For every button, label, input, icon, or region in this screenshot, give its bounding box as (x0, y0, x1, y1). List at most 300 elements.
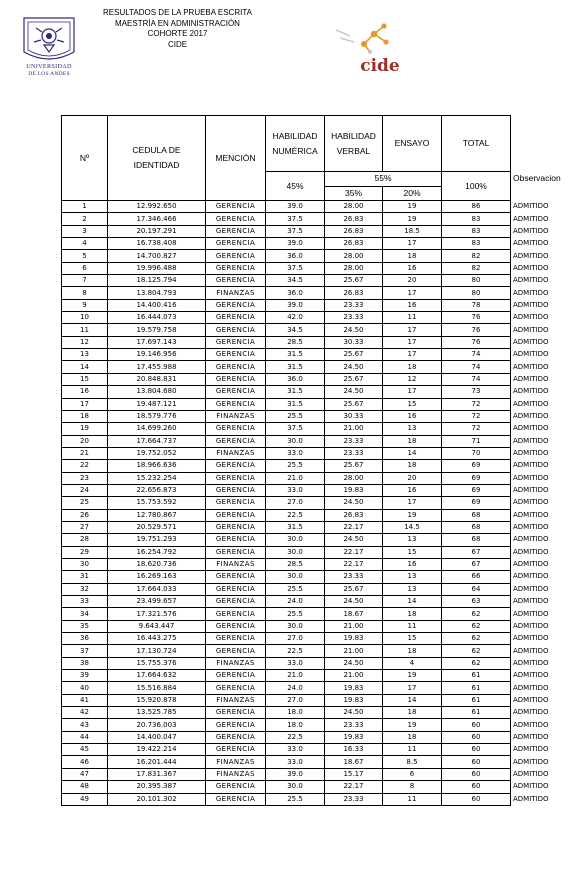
total-cell: 66 (442, 571, 511, 583)
mencion-cell: GERENCIA (206, 596, 266, 608)
observacion-cell: ADMITIDO (513, 436, 549, 445)
row-number: 20 (62, 435, 108, 447)
row-number: 5 (62, 250, 108, 262)
cedula-cell: 15.753.592 (108, 497, 206, 509)
mencion-cell: GERENCIA (206, 213, 266, 225)
mencion-cell: FINANZAS (206, 410, 266, 422)
numerica-cell: 31.5 (266, 521, 325, 533)
verbal-cell: 23.33 (325, 435, 383, 447)
observacion-cell: ADMITIDO (513, 313, 549, 322)
ensayo-cell: 17 (383, 497, 442, 509)
total-cell: 62 (442, 657, 511, 669)
cedula-cell: 17.664.632 (108, 670, 206, 682)
verbal-cell: 23.33 (325, 793, 383, 805)
table-row (62, 756, 581, 768)
numerica-cell: 25.5 (266, 410, 325, 422)
verbal-cell: 16.33 (325, 744, 383, 756)
numerica-cell: 25.5 (266, 793, 325, 805)
mencion-cell: GERENCIA (206, 645, 266, 657)
observacion-cell: ADMITIDO (513, 695, 549, 704)
total-cell: 83 (442, 213, 511, 225)
ensayo-cell: 13 (383, 571, 442, 583)
cedula-cell: 13.804.680 (108, 386, 206, 398)
mencion-cell: FINANZAS (206, 558, 266, 570)
ensayo-cell: 20 (383, 275, 442, 287)
numerica-cell: 22.5 (266, 509, 325, 521)
row-number: 18 (62, 410, 108, 422)
verbal-cell: 21.00 (325, 670, 383, 682)
observacion-cell: ADMITIDO (513, 300, 549, 309)
cide-wordmark: cide (360, 56, 400, 74)
cedula-cell: 15.516.884 (108, 682, 206, 694)
total-cell: 82 (442, 262, 511, 274)
mencion-cell: GERENCIA (206, 744, 266, 756)
svg-text:UNIVERSIDAD: UNIVERSIDAD (26, 63, 72, 70)
numerica-cell: 21.0 (266, 472, 325, 484)
row-number: 33 (62, 596, 108, 608)
total-cell: 61 (442, 694, 511, 706)
mencion-cell: GERENCIA (206, 583, 266, 595)
row-number: 37 (62, 645, 108, 657)
observacion-cell: ADMITIDO (513, 634, 549, 643)
row-number: 17 (62, 398, 108, 410)
col-header-numerica-label: HABILIDAD NUMÉRICA (272, 130, 318, 156)
mencion-cell: GERENCIA (206, 571, 266, 583)
mencion-cell: GERENCIA (206, 534, 266, 546)
numerica-cell: 33.0 (266, 756, 325, 768)
observacion-cell: ADMITIDO (513, 276, 549, 285)
table-row (62, 534, 581, 546)
table-row (62, 521, 581, 533)
table-row (62, 682, 581, 694)
numerica-cell: 30.0 (266, 435, 325, 447)
mencion-cell: GERENCIA (206, 781, 266, 793)
total-cell: 62 (442, 645, 511, 657)
numerica-cell: 27.0 (266, 694, 325, 706)
numerica-cell: 33.0 (266, 484, 325, 496)
total-cell: 68 (442, 534, 511, 546)
verbal-cell: 25.67 (325, 349, 383, 361)
numerica-cell: 30.0 (266, 571, 325, 583)
header-line-3: COHORTE 2017 (147, 29, 208, 38)
observacion-cell (511, 116, 581, 201)
verbal-cell: 22.17 (325, 521, 383, 533)
cedula-cell: 17.831.367 (108, 768, 206, 780)
verbal-cell: 30.33 (325, 410, 383, 422)
col-header-cedula-label: CEDULA DE IDENTIDAD (132, 145, 181, 170)
ensayo-cell: 14 (383, 694, 442, 706)
ensayo-cell: 18.5 (383, 225, 442, 237)
cedula-cell: 19.487.121 (108, 398, 206, 410)
numerica-cell: 34.5 (266, 324, 325, 336)
row-number: 41 (62, 694, 108, 706)
cedula-cell: 13.525.785 (108, 707, 206, 719)
total-cell: 78 (442, 299, 511, 311)
observacion-cell: ADMITIDO (513, 708, 549, 717)
table-row (62, 620, 581, 632)
observacion-cell: ADMITIDO (513, 547, 549, 556)
mencion-cell: GERENCIA (206, 497, 266, 509)
mencion-cell: GERENCIA (206, 349, 266, 361)
row-number: 31 (62, 571, 108, 583)
observacion-cell: ADMITIDO (513, 683, 549, 692)
cedula-cell: 16.254.792 (108, 546, 206, 558)
cedula-cell: 14.400.416 (108, 299, 206, 311)
ensayo-cell: 11 (383, 744, 442, 756)
cedula-cell: 17.664.033 (108, 583, 206, 595)
cedula-cell: 18.125.794 (108, 275, 206, 287)
verbal-cell: 23.33 (325, 571, 383, 583)
observacion-cell: ADMITIDO (513, 325, 549, 334)
verbal-cell: 28.00 (325, 472, 383, 484)
ensayo-cell: 18 (383, 250, 442, 262)
mencion-cell: GERENCIA (206, 262, 266, 274)
mencion-cell: GERENCIA (206, 201, 266, 213)
verbal-cell: 19.83 (325, 694, 383, 706)
mencion-cell: GERENCIA (206, 707, 266, 719)
mencion-cell: GERENCIA (206, 633, 266, 645)
table-row (62, 336, 581, 348)
verbal-cell: 22.17 (325, 558, 383, 570)
verbal-cell: 25.67 (325, 460, 383, 472)
numerica-cell: 36.0 (266, 287, 325, 299)
numerica-cell: 28.5 (266, 558, 325, 570)
row-number: 1 (62, 201, 108, 213)
row-number: 13 (62, 349, 108, 361)
cedula-cell: 16.269.163 (108, 571, 206, 583)
numerica-cell: 31.5 (266, 386, 325, 398)
ensayo-cell: 15 (383, 633, 442, 645)
total-cell: 72 (442, 423, 511, 435)
table-row (62, 201, 581, 213)
mencion-cell: GERENCIA (206, 521, 266, 533)
numerica-cell: 22.5 (266, 645, 325, 657)
numerica-cell: 27.0 (266, 633, 325, 645)
ensayo-cell: 16 (383, 299, 442, 311)
numerica-cell: 25.5 (266, 460, 325, 472)
total-cell: 83 (442, 238, 511, 250)
cedula-cell: 17.664.737 (108, 435, 206, 447)
col-header-ensayo: ENSAYO (383, 116, 442, 172)
observacion-cell: ADMITIDO (513, 362, 549, 371)
table-row (62, 645, 581, 657)
verbal-cell: 19.83 (325, 633, 383, 645)
numerica-cell: 42.0 (266, 312, 325, 324)
numerica-cell: 30.0 (266, 546, 325, 558)
cedula-cell: 22.656.873 (108, 484, 206, 496)
observacion-cell: ADMITIDO (513, 412, 549, 421)
observacion-cell: ADMITIDO (513, 572, 549, 581)
cedula-cell: 19.752.052 (108, 447, 206, 459)
numerica-cell: 18.0 (266, 707, 325, 719)
verbal-cell: 19.83 (325, 682, 383, 694)
table-row (62, 509, 581, 521)
cedula-cell: 15.232.254 (108, 472, 206, 484)
total-cell: 63 (442, 596, 511, 608)
observacion-cell: ADMITIDO (513, 720, 549, 729)
cedula-cell: 15.920.878 (108, 694, 206, 706)
total-cell: 71 (442, 435, 511, 447)
total-cell: 83 (442, 225, 511, 237)
total-cell: 76 (442, 336, 511, 348)
ensayo-cell: 13 (383, 583, 442, 595)
row-number: 34 (62, 608, 108, 620)
table-row (62, 262, 581, 274)
ensayo-cell: 14 (383, 447, 442, 459)
table-row (62, 386, 581, 398)
table-row (62, 324, 581, 336)
verbal-cell: 30.33 (325, 336, 383, 348)
total-cell: 74 (442, 349, 511, 361)
row-number: 11 (62, 324, 108, 336)
row-number: 35 (62, 620, 108, 632)
verbal-cell: 28.00 (325, 250, 383, 262)
mencion-cell: GERENCIA (206, 398, 266, 410)
ensayo-cell: 18 (383, 645, 442, 657)
observacion-cell: ADMITIDO (513, 263, 549, 272)
verbal-cell: 26.83 (325, 225, 383, 237)
row-number: 7 (62, 275, 108, 287)
ensayo-cell: 13 (383, 534, 442, 546)
observacion-cell: ADMITIDO (513, 449, 549, 458)
numerica-cell: 18.0 (266, 719, 325, 731)
ensayo-cell: 19 (383, 509, 442, 521)
row-number: 3 (62, 225, 108, 237)
total-cell: 60 (442, 768, 511, 780)
row-number: 9 (62, 299, 108, 311)
row-number: 29 (62, 546, 108, 558)
total-cell: 60 (442, 744, 511, 756)
weight-verbal-ensayo: 55% (325, 172, 442, 187)
row-number: 47 (62, 768, 108, 780)
total-cell: 60 (442, 793, 511, 805)
table-row (62, 670, 581, 682)
observacion-cell: ADMITIDO (513, 609, 549, 618)
cedula-cell: 20.848.831 (108, 373, 206, 385)
mencion-cell: GERENCIA (206, 460, 266, 472)
observacion-cell: ADMITIDO (513, 251, 549, 260)
cedula-cell: 12.992.650 (108, 201, 206, 213)
observacion-cell: ADMITIDO (513, 387, 549, 396)
numerica-cell: 31.5 (266, 349, 325, 361)
verbal-cell: 19.83 (325, 484, 383, 496)
table-row (62, 361, 581, 373)
verbal-cell: 19.83 (325, 731, 383, 743)
verbal-cell: 26.83 (325, 509, 383, 521)
numerica-cell: 28.5 (266, 336, 325, 348)
mencion-cell: GERENCIA (206, 225, 266, 237)
observacion-cell: ADMITIDO (513, 473, 549, 482)
table-row (62, 447, 581, 459)
table-row (62, 731, 581, 743)
total-cell: 74 (442, 373, 511, 385)
row-number: 28 (62, 534, 108, 546)
table-row (62, 608, 581, 620)
mencion-cell: GERENCIA (206, 670, 266, 682)
ensayo-cell: 11 (383, 793, 442, 805)
row-number: 6 (62, 262, 108, 274)
table-row (62, 312, 581, 324)
numerica-cell: 22.5 (266, 731, 325, 743)
cedula-cell: 17.321.576 (108, 608, 206, 620)
observacion-cell: ADMITIDO (513, 732, 549, 741)
numerica-cell: 37.5 (266, 423, 325, 435)
mencion-cell: GERENCIA (206, 546, 266, 558)
numerica-cell: 27.0 (266, 497, 325, 509)
ensayo-cell: 11 (383, 312, 442, 324)
ensayo-cell: 18 (383, 361, 442, 373)
numerica-cell: 39.0 (266, 768, 325, 780)
table-row (62, 250, 581, 262)
total-cell: 69 (442, 472, 511, 484)
row-number: 38 (62, 657, 108, 669)
mencion-cell: GERENCIA (206, 312, 266, 324)
table-row (62, 558, 581, 570)
table-row (62, 460, 581, 472)
cedula-cell: 20.529.571 (108, 521, 206, 533)
observacion-cell: ADMITIDO (513, 350, 549, 359)
total-cell: 70 (442, 447, 511, 459)
numerica-cell: 33.0 (266, 447, 325, 459)
total-cell: 61 (442, 670, 511, 682)
university-logo (18, 12, 80, 80)
row-number: 32 (62, 583, 108, 595)
mencion-cell: GERENCIA (206, 423, 266, 435)
total-cell: 67 (442, 558, 511, 570)
verbal-cell: 24.50 (325, 596, 383, 608)
row-number: 40 (62, 682, 108, 694)
verbal-cell: 28.00 (325, 201, 383, 213)
total-cell: 80 (442, 287, 511, 299)
mencion-cell: GERENCIA (206, 275, 266, 287)
mencion-cell: GERENCIA (206, 336, 266, 348)
total-cell: 74 (442, 361, 511, 373)
weight-verbal: 35% (325, 186, 383, 201)
row-number: 15 (62, 373, 108, 385)
row-number: 12 (62, 336, 108, 348)
table-row (62, 410, 581, 422)
cedula-cell: 16.443.275 (108, 633, 206, 645)
verbal-cell: 25.67 (325, 275, 383, 287)
total-cell: 82 (442, 250, 511, 262)
total-cell: 62 (442, 620, 511, 632)
mencion-cell: GERENCIA (206, 324, 266, 336)
col-header-numerica (266, 116, 325, 172)
numerica-cell: 37.5 (266, 262, 325, 274)
ensayo-cell: 17 (383, 287, 442, 299)
col-header-observacion: Observacion (513, 172, 561, 183)
mencion-cell: FINANZAS (206, 287, 266, 299)
table-row (62, 349, 581, 361)
numerica-cell: 25.5 (266, 608, 325, 620)
observacion-cell: ADMITIDO (513, 510, 549, 519)
mencion-cell: GERENCIA (206, 250, 266, 262)
table-row (62, 213, 581, 225)
verbal-cell: 24.50 (325, 361, 383, 373)
verbal-cell: 21.00 (325, 423, 383, 435)
observacion-cell: ADMITIDO (513, 658, 549, 667)
mencion-cell: GERENCIA (206, 472, 266, 484)
ensayo-cell: 17 (383, 349, 442, 361)
total-cell: 61 (442, 707, 511, 719)
observacion-cell: ADMITIDO (513, 337, 549, 346)
mencion-cell: FINANZAS (206, 694, 266, 706)
verbal-cell: 25.67 (325, 583, 383, 595)
numerica-cell: 30.0 (266, 620, 325, 632)
ensayo-cell: 19 (383, 670, 442, 682)
ensayo-cell: 17 (383, 386, 442, 398)
table-row (62, 275, 581, 287)
cedula-cell: 12.780.867 (108, 509, 206, 521)
mencion-cell: GERENCIA (206, 484, 266, 496)
observacion-cell: ADMITIDO (513, 498, 549, 507)
ensayo-cell: 18 (383, 435, 442, 447)
mencion-cell: GERENCIA (206, 361, 266, 373)
verbal-cell: 21.00 (325, 620, 383, 632)
ensayo-cell: 8.5 (383, 756, 442, 768)
mencion-cell: GERENCIA (206, 238, 266, 250)
row-number: 19 (62, 423, 108, 435)
cedula-cell: 18.966.636 (108, 460, 206, 472)
total-cell: 76 (442, 312, 511, 324)
observacion-cell: ADMITIDO (513, 782, 549, 791)
observacion-cell: ADMITIDO (513, 523, 549, 532)
numerica-cell: 25.5 (266, 583, 325, 595)
total-cell: 86 (442, 201, 511, 213)
ensayo-cell: 11 (383, 620, 442, 632)
row-number: 24 (62, 484, 108, 496)
col-header-verbal-label: HABILIDAD VERBAL (331, 130, 376, 156)
cedula-cell: 20.197.291 (108, 225, 206, 237)
row-number: 26 (62, 509, 108, 521)
col-header-mencion: MENCIÓN (206, 116, 266, 201)
total-cell: 61 (442, 682, 511, 694)
mencion-cell: FINANZAS (206, 756, 266, 768)
cedula-cell: 16.201.444 (108, 756, 206, 768)
cedula-cell: 17.130.724 (108, 645, 206, 657)
total-cell: 80 (442, 275, 511, 287)
total-cell: 68 (442, 521, 511, 533)
total-cell: 60 (442, 756, 511, 768)
observacion-cell: ADMITIDO (513, 226, 549, 235)
verbal-cell: 26.83 (325, 213, 383, 225)
verbal-cell: 24.50 (325, 657, 383, 669)
row-number: 4 (62, 238, 108, 250)
table-row (62, 238, 581, 250)
ensayo-cell: 15 (383, 398, 442, 410)
table-row (62, 744, 581, 756)
cedula-cell: 13.804.793 (108, 287, 206, 299)
verbal-cell: 28.00 (325, 262, 383, 274)
ensayo-cell: 20 (383, 472, 442, 484)
row-number: 36 (62, 633, 108, 645)
verbal-cell: 25.67 (325, 373, 383, 385)
row-number: 44 (62, 731, 108, 743)
mencion-cell: GERENCIA (206, 509, 266, 521)
cedula-cell: 23.499.657 (108, 596, 206, 608)
col-header-n: Nº (62, 116, 108, 201)
mencion-cell: GERENCIA (206, 719, 266, 731)
row-number: 16 (62, 386, 108, 398)
numerica-cell: 31.5 (266, 398, 325, 410)
observacion-cell: ADMITIDO (513, 461, 549, 470)
table-row (62, 287, 581, 299)
total-cell: 60 (442, 781, 511, 793)
verbal-cell: 23.33 (325, 719, 383, 731)
row-number: 46 (62, 756, 108, 768)
row-number: 23 (62, 472, 108, 484)
table-row (62, 546, 581, 558)
